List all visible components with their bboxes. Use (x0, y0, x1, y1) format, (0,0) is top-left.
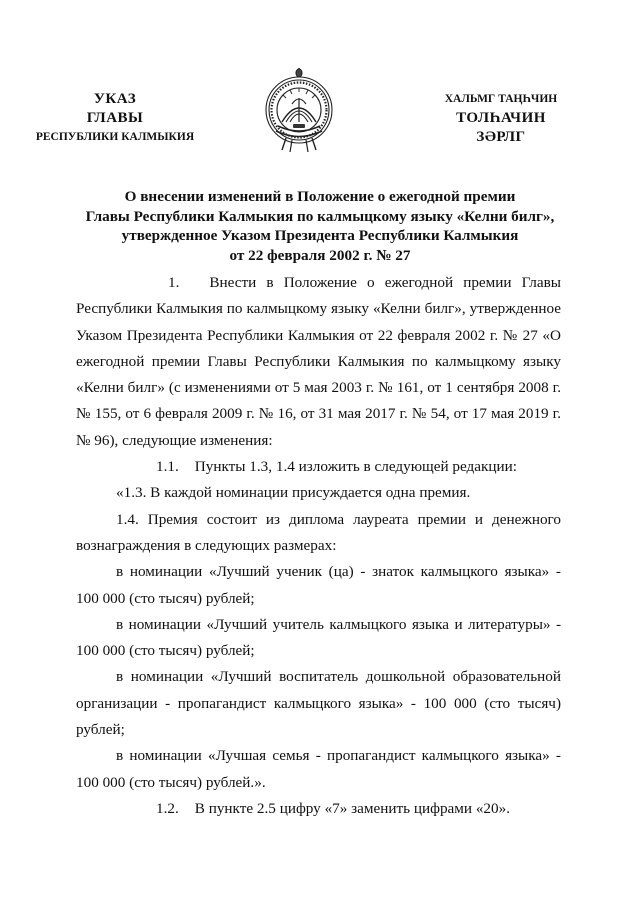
header-right-line3: ЗӘРЛГ (476, 129, 526, 145)
republic-of-kalmykia-emblem-icon (262, 64, 336, 156)
decree-body (76, 270, 561, 822)
paragraph-1-1 (76, 454, 561, 480)
paragraph-1-4: 1.4. Премия состоит из диплома лауреата премии и денежного вознаграждения в следующих размерах: (76, 510, 561, 554)
title-line4: от 22 февраля 2002 г. № 27 (229, 246, 411, 264)
paragraph-1 (76, 270, 561, 454)
paragraph-1-3: «1.3. В каждой номинации присуждается одна премия. (116, 484, 471, 502)
title-line1: О внесении изменений в Положение о ежегодной премии (124, 188, 516, 205)
paragraph-1-2-number: 1.2. (156, 799, 179, 817)
paragraph-1-number: 1. (168, 274, 180, 291)
header-left-line2: ГЛАВЫ (86, 110, 144, 126)
header-left-line3: РЕСПУБЛИКИ КАЛМЫКИЯ (35, 131, 195, 143)
title-line3: утвержденное Указом Президента Республики Калмыкия (121, 227, 519, 244)
nomination-2: в номинации «Лучший учитель калмыцкого языка и литературы» - 100 000 (сто тысяч) рублей; (76, 615, 561, 660)
header-right-title (416, 90, 586, 147)
header-right-line2: ТОЛҺАЧИН (456, 110, 546, 126)
paragraph-1-text: Внести в Положение о ежегодной премии Главы Республики Калмыкия по калмыцкому языку «Келни билг», утвержденное Указом Президента Республики Калмыкия от 22 февраля 2002 г. № 27 «О ежегодной премии Главы Республики Калмыкия по калмыцкому языку «Келни билг» (с изменениями от 5 мая 2003 г. № 161, от 1 сентября 2008 г. № 155, от 6 февраля 2009 г. № 16, от 31 мая 2017 г. № 54, от 17 мая 2019 г. № 96), следующие изменения: (76, 274, 561, 449)
paragraph-1-1-text: Пункты 1.3, 1.4 изложить в следующей редакции: (194, 458, 517, 476)
nomination-4: в номинации «Лучшая семья - пропагандист калмыцкого языка» - 100 000 (сто тысяч) рублей.». (76, 747, 561, 791)
nomination-1: в номинации «Лучший ученик (ца) - знаток калмыцкого языка» - 100 000 (сто тысяч) рублей; (76, 563, 561, 607)
paragraph-1-2-text: В пункте 2.5 цифру «7» заменить цифрами «20». (194, 799, 510, 817)
nomination-3: в номинации «Лучший воспитатель дошкольной образовательной организации - пропагандист калмыцкого языка» - 100 000 (сто тысяч) рублей; (76, 668, 561, 739)
paragraph-1-1-number: 1.1. (156, 458, 179, 476)
header-left-line1: УКАЗ (93, 91, 137, 107)
header-left-title (30, 90, 200, 147)
decree-title (60, 187, 580, 265)
title-line2: Главы Республики Калмыкия по калмыцкому языку «Келни билг», (85, 207, 555, 225)
header-right-line1: ХАЛЬМГ ТАҢҺЧИН (444, 93, 558, 105)
paragraph-1-2 (76, 796, 561, 822)
